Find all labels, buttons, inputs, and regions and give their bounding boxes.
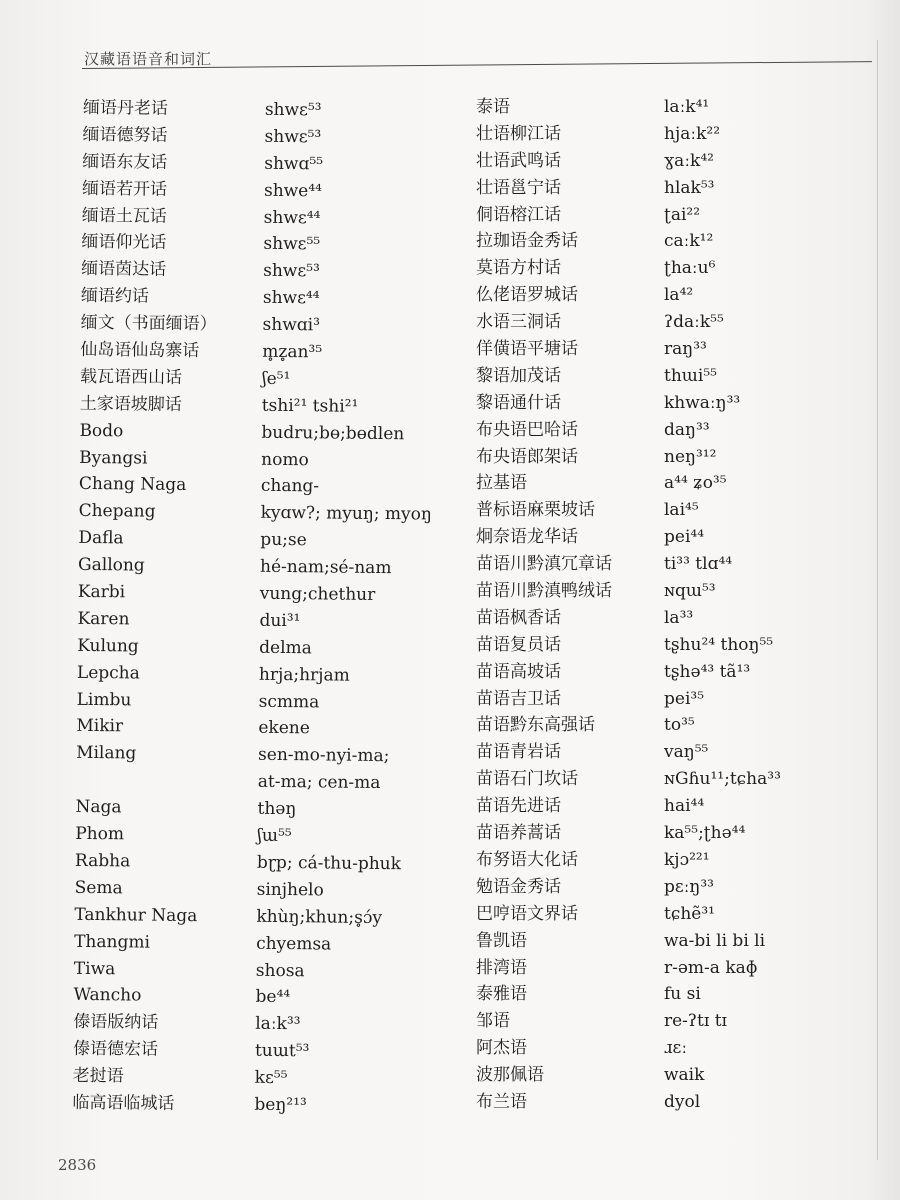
language-name: Rabha xyxy=(74,850,131,872)
word-form: tshi²¹ tshi²¹ xyxy=(261,395,359,417)
word-form: sen-mo-nyi-ma; xyxy=(258,745,390,767)
word-form: delma xyxy=(259,637,312,659)
word-form: thɯi⁵⁵ xyxy=(664,365,717,386)
word-form: m̥z̥an³⁵ xyxy=(262,341,323,363)
word-form: laːk³³ xyxy=(255,1014,301,1035)
word-form: daŋ³³ xyxy=(664,419,710,440)
language-name: Kulung xyxy=(77,635,139,657)
language-name: 缅语茵达话 xyxy=(81,259,167,281)
language-name: 仫佬语罗城话 xyxy=(476,285,578,306)
word-form: tɕhẽ³¹ xyxy=(664,903,715,924)
word-form: shwɛ⁵³ xyxy=(264,126,322,148)
language-name: 佯僙语平塘话 xyxy=(476,339,578,360)
language-name: Gallong xyxy=(77,554,145,576)
word-form: hrja;hrjam xyxy=(258,664,350,686)
word-form: waik xyxy=(664,1065,705,1086)
language-name: Sema xyxy=(74,877,123,899)
word-form: a⁴⁴ ʑo³⁵ xyxy=(664,473,727,494)
word-form: dyol xyxy=(664,1091,701,1112)
language-name: Karen xyxy=(77,608,130,630)
right-form-column xyxy=(664,94,884,1116)
word-form: budru;bɵ;bɵdlen xyxy=(261,422,405,444)
word-form: scmma xyxy=(258,691,320,712)
language-name: 炯奈语龙华话 xyxy=(476,527,578,548)
language-name: Dafla xyxy=(78,528,124,549)
language-name: 布央语巴哈话 xyxy=(476,419,578,440)
language-name: 泰语 xyxy=(476,97,510,117)
word-form: thəŋ xyxy=(257,798,297,820)
word-form: neŋ³¹² xyxy=(664,446,717,467)
word-form: hé-nam;sé-nam xyxy=(259,556,392,579)
word-form: pɛːŋ³³ xyxy=(664,876,714,897)
language-name: 泰雅语 xyxy=(476,984,527,1005)
language-name: 老挝语 xyxy=(72,1065,124,1087)
word-form: shwɛ⁴⁴ xyxy=(263,207,321,228)
language-name: 缅语丹老话 xyxy=(82,97,168,119)
word-form: shwɛ⁵⁵ xyxy=(263,234,321,255)
language-name: 壮语邕宁话 xyxy=(476,177,561,198)
word-form: ekene xyxy=(258,718,310,739)
language-name: 布兰语 xyxy=(476,1091,527,1112)
language-name: 载瓦语西山话 xyxy=(79,366,183,388)
language-name: 拉珈语金秀话 xyxy=(476,231,578,252)
word-form: la⁴² xyxy=(664,285,694,306)
word-form: tʂhə⁴³ tã¹³ xyxy=(664,661,751,682)
language-name: 波那佩语 xyxy=(476,1065,544,1086)
word-form: to³⁵ xyxy=(664,715,695,736)
word-form: kɛ⁵⁵ xyxy=(254,1067,288,1089)
word-form: lai⁴⁵ xyxy=(664,500,699,521)
language-name: Limbu xyxy=(76,689,132,711)
word-form: shwɛ⁴⁴ xyxy=(262,288,320,309)
language-name: 苗语枫香话 xyxy=(476,607,561,628)
language-name: Mikir xyxy=(76,716,124,737)
language-name: 苗语高坡话 xyxy=(476,661,561,682)
word-form: kyɑw?; myuŋ; myoŋ xyxy=(260,503,432,525)
language-name: 鲁凯语 xyxy=(476,930,527,951)
language-name: 苗语复员话 xyxy=(476,634,561,655)
language-name: 临高语临城话 xyxy=(72,1092,175,1114)
word-form: r-əm-a kaɸ xyxy=(664,957,758,978)
word-form: kjɔ²²¹ xyxy=(664,849,710,870)
word-form: shwɑ⁵⁵ xyxy=(264,153,324,175)
word-form: sinjhelo xyxy=(256,879,324,901)
language-name: Milang xyxy=(76,743,137,764)
word-form: ɴGɦu¹¹;tɕha³³ xyxy=(664,769,781,790)
language-name: 拉基语 xyxy=(476,473,527,494)
word-form: khwaːŋ³³ xyxy=(664,392,741,413)
word-form: ɴqɯ⁵³ xyxy=(664,581,716,602)
language-name: Tiwa xyxy=(73,958,116,979)
language-name: Karbi xyxy=(77,581,126,603)
word-form: ti³³ tlɑ⁴⁴ xyxy=(664,554,733,575)
word-form: hlak⁵³ xyxy=(664,177,715,198)
language-name: 傣语德宏话 xyxy=(72,1038,159,1060)
language-name: Wancho xyxy=(73,985,142,1006)
language-name: 布努语大化话 xyxy=(476,849,578,870)
word-form: pu;se xyxy=(260,530,307,551)
language-name: 仙岛语仙岛寨话 xyxy=(80,339,200,362)
language-name: 苗语川黔滇冗章话 xyxy=(476,554,612,575)
language-name: 排湾语 xyxy=(476,957,527,978)
language-name xyxy=(76,767,246,796)
language-name: 巴哼语文界话 xyxy=(476,903,578,924)
word-form: fu si xyxy=(664,984,701,1005)
word-form: pei⁴⁴ xyxy=(664,527,705,548)
language-name: 布央语郎架话 xyxy=(476,446,578,467)
word-form: ɹɛː xyxy=(664,1038,688,1059)
word-form: nomo xyxy=(261,449,309,470)
word-form: be⁴⁴ xyxy=(255,987,291,1008)
language-name: 苗语先进话 xyxy=(476,796,561,817)
language-name: Thangmi xyxy=(74,931,151,953)
word-form: tʂhu²⁴ thoŋ⁵⁵ xyxy=(664,634,774,655)
word-form: dui³¹ xyxy=(259,610,301,632)
word-form: bɽp; cá-thu-phuk xyxy=(256,852,402,875)
word-form: hjaːk²² xyxy=(664,123,721,144)
word-form: beŋ²¹³ xyxy=(254,1094,307,1116)
language-name: 缅语德努话 xyxy=(82,124,168,146)
word-form: raŋ³³ xyxy=(664,339,707,360)
language-name: 莫语方村话 xyxy=(476,258,561,279)
language-name: 苗语石门坎话 xyxy=(476,769,578,790)
language-name: 傣语版纳话 xyxy=(73,1012,159,1033)
word-form: shwɛ⁵³ xyxy=(264,99,322,121)
word-form: ʈhaːu⁶ xyxy=(664,258,716,279)
language-name: 苗语吉卫话 xyxy=(476,688,561,709)
word-form: vung;chethur xyxy=(259,583,376,605)
word-form: shwe⁴⁴ xyxy=(263,180,323,202)
language-name: Naga xyxy=(75,796,122,818)
word-form: ʃɯ⁵⁵ xyxy=(257,825,292,847)
language-name: 勉语金秀话 xyxy=(476,876,561,897)
word-form: hai⁴⁴ xyxy=(664,796,705,817)
word-form: caːk¹² xyxy=(664,231,714,252)
word-form: vaŋ⁵⁵ xyxy=(664,742,709,763)
word-form: ʈai²² xyxy=(664,204,701,225)
language-name: 邹语 xyxy=(476,1011,510,1032)
language-name: 壮语武鸣话 xyxy=(476,150,561,171)
word-form: ʔdaːk⁵⁵ xyxy=(664,312,724,333)
language-name: 水语三洞话 xyxy=(476,312,561,333)
language-name: 苗语黔东高强话 xyxy=(476,715,595,736)
language-name: Bodo xyxy=(79,420,124,442)
language-name: Chepang xyxy=(78,501,156,523)
language-name: Chang Naga xyxy=(78,474,187,496)
word-form: laːk⁴¹ xyxy=(664,97,710,117)
language-name: 苗语川黔滇鸭绒话 xyxy=(476,581,612,602)
language-name: Tankhur Naga xyxy=(74,904,198,926)
language-name: 土家语坡脚话 xyxy=(79,393,182,415)
language-name: Phom xyxy=(75,823,125,845)
word-form: wa-bi li bi li xyxy=(664,930,766,951)
word-form: shosa xyxy=(255,960,305,981)
word-form: la³³ xyxy=(664,607,694,628)
language-name: 缅文（书面缅语） xyxy=(80,312,217,335)
left-language-column xyxy=(72,95,253,1119)
word-form: ɣaːk⁴² xyxy=(664,150,714,171)
language-name: Lepcha xyxy=(76,662,140,684)
word-form: re-ʔtɪ tɪ xyxy=(664,1011,727,1032)
page-number: 2836 xyxy=(58,1156,97,1174)
right-language-column xyxy=(476,94,646,1116)
word-form: pei³⁵ xyxy=(664,688,705,709)
language-name: 侗语榕江话 xyxy=(476,204,561,225)
language-name: 壮语柳江话 xyxy=(476,123,561,144)
language-name: 苗语青岩话 xyxy=(476,742,561,763)
word-form: at-ma; cen-ma xyxy=(257,772,381,794)
language-name: 缅语若开话 xyxy=(81,178,168,200)
word-form: chyemsa xyxy=(256,933,332,955)
language-name: 黎语加茂话 xyxy=(476,365,561,386)
word-form: shwɛ⁵³ xyxy=(263,261,320,282)
left-form-column xyxy=(254,97,465,1121)
word-form: khùŋ;khun;s̥ɔ́y xyxy=(256,906,383,928)
word-form: ʃe⁵¹ xyxy=(261,368,291,389)
language-name: 缅语土瓦话 xyxy=(81,205,167,227)
word-form: chang- xyxy=(260,476,320,497)
running-header: 汉藏语语音和词汇 xyxy=(84,50,213,68)
language-name: 普标语麻栗坡话 xyxy=(476,500,595,521)
language-name: 苗语养蒿话 xyxy=(476,823,561,844)
language-name: 缅语东友话 xyxy=(82,151,168,173)
language-name: Byangsi xyxy=(79,447,148,469)
language-name: 缅语仰光话 xyxy=(81,232,167,254)
word-form: tuɯt⁵³ xyxy=(254,1040,310,1062)
word-form: ka⁵⁵;ʈhə⁴⁴ xyxy=(664,823,746,844)
language-name: 阿杰语 xyxy=(476,1038,527,1059)
word-form: shwɑi³ xyxy=(262,314,321,336)
language-name: 黎语通什话 xyxy=(476,392,561,413)
language-name: 缅语约话 xyxy=(80,286,150,307)
